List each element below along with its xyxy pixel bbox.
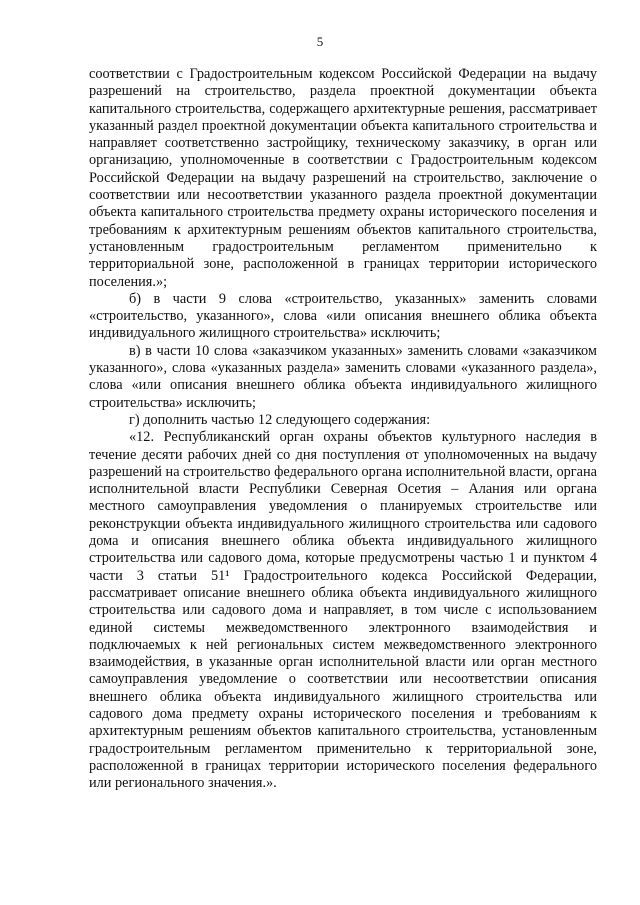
paragraph-item-v: в) в части 10 слова «заказчиком указанных» заменить словами «заказчиком указанного», слова «указанных раздела» заменить словами «указанного раздела», слова «или описания внешнего облика объекта индивидуального жилищного строительства» исключить; — [89, 342, 597, 411]
paragraph-item-g: г) дополнить частью 12 следующего содержания: — [129, 411, 431, 428]
document-body — [89, 66, 597, 792]
paragraph-continuation: соответствии с Градостроительным кодексом Российской Федерации на выдачу разрешений на строительство, раздела проектной документации объекта капитального строительства, содержащего архитектурные решения, рассматривает указанный раздел проектной документации объекта капитального строительства и направляет соответственно застройщику, техническому заказчику, в орган или организацию, уполномоченные в соответствии с Градостроительным кодексом Российской Федерации на выдачу разрешений на строительство, заключение о соответствии или несоответствии указанного раздела проектной документации объекта капитального строительства предмету охраны исторического поселения и требованиям к архитектурным решениям объектов капитального строительства, установленным градостроительным регламентом применительно к территориальной зоне, расположенной в границах территории исторического поселения.»; — [89, 66, 597, 290]
paragraph-item-b: б) в части 9 слова «строительство, указанных» заменить словами «строительство, указанного», слова «или описания внешнего облика объекта индивидуального жилищного строительства» исключить; — [89, 290, 597, 342]
page-number: 5 — [316, 34, 324, 49]
paragraph-part-12: «12. Республиканский орган охраны объектов культурного наследия в течение десяти рабочих дней со дня поступления от уполномоченных на выдачу разрешений на строительство федерального органа исполнительной власти, органа исполнительной власти Республики Северная Осетия – Алания или органа местного самоуправления уведомления о планируемых строительстве или реконструкции объекта индивидуального жилищного строительства или садового дома и описания внешнего облика объекта индивидуального жилищного строительства или садового дома, которые предусмотрены частью 1 и пунктом 4 части 3 статьи 51¹ Градостроительного кодекса Российской Федерации, рассматривает описание внешнего облика объекта индивидуального жилищного строительства или садового дома и направляет, в том числе с использованием единой системы межведомственного электронного взаимодействия и подключаемых к ней региональных систем межведомственного электронного взаимодействия, в указанные орган исполнительной власти или орган местного самоуправления уведомление о соответствии или несоответствии описания внешнего облика объекта индивидуального жилищного строительства или садового дома предмету охраны исторического поселения и требованиям к архитектурным решениям объектов капитального строительства, установленным градостроительным регламентом применительно к территориальной зоне, расположенной в границах территории исторического поселения федерального или регионального значения.». — [89, 429, 597, 792]
